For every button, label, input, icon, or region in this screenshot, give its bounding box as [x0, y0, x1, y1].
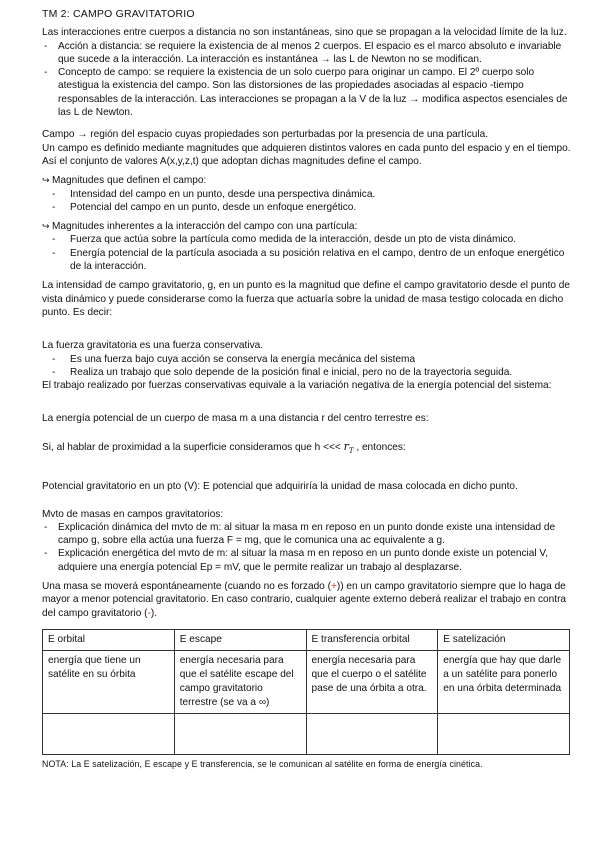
- table-cell: energía que hay que darle a un satélite para ponerlo en una órbita determinada: [438, 650, 570, 713]
- table-row-empty: [43, 713, 570, 754]
- minus-sign: -: [147, 607, 151, 619]
- intro-text: Las interacciones entre cuerpos a distancia no son instantáneas, sino que se propagan a la velocidad límite de la luz.: [42, 27, 567, 39]
- list-item: - Explicación dinámica del mvto de m: al situar la masa m en reposo en un punto donde existe una intensidad de campo g, sobre ella actúa una fuerza F = mg, que le comunica una ac equivalente a g.: [42, 521, 572, 548]
- espontaneo-paragraph: Una masa se moverá espontáneamente (cuando no es forzado (+)) en un campo gravitatorio siempre que lo haga de mayor a menor potencial gravitatorio. En caso contrario, cualquier agente externo deberá realizar el trabajo en contra del campo gravitatorio (-).: [42, 580, 567, 619]
- footnote: NOTA: La E satelización, E escape y E transferencia, se le comunican al satélite en forma de energía cinética.: [42, 758, 483, 769]
- list-item: - Concepto de campo: se requiere la existencia de un solo cuerpo para originar un campo. El 2º cuerpo solo atestigua la existencia del campo. Son las distorsiones de las propiedades asociadas al espacio -tiempo responsables de la interacción. Las interacciones se propagan a la V de la luz → modifica aspectos esenciales de las L de Newton.: [42, 66, 572, 119]
- potencial-paragraph: Potencial gravitatorio en un pto (V): E potencial que adquiriría la unidad de masa colocada en dicho punto.: [42, 481, 518, 493]
- campo-definition: Campo → región del espacio cuyas propiedades son perturbadas por la presencia de una partícula.: [42, 129, 489, 141]
- campo-description: Un campo es definido mediante magnitudes que adquieren distintos valores en cada punto del espacio y en el tiempo. Así el conjunto de valores A(x,y,z,t) que adoptan dichas magnitudes define el campo.: [42, 142, 571, 167]
- table-cell: energía necesaria para que el satélite escape del campo gravitatorio terrestre (se va a ∞): [174, 650, 306, 713]
- table-header-cell: E satelización: [438, 629, 570, 650]
- list-item: - Energía potencial de la partícula asociada a su posición relativa en el campo, dentro de un enfoque energético de la interacción.: [42, 247, 572, 274]
- magnitudes-definen-heading: [42, 174, 572, 187]
- magnitudes-definen-list: [42, 188, 572, 215]
- table-header-row: [43, 629, 570, 650]
- hook-arrow-icon: ↪: [42, 221, 50, 232]
- table-cell: [43, 713, 175, 754]
- intensidad-paragraph: La intensidad de campo gravitatorio, g, en un punto es la magnitud que define el campo gravitatorio desde el punto de vista dinámico y puede considerarse como la fuerza que actuaría sobre la unidad de masa testigo colocada en dicho punto. Es decir:: [42, 280, 571, 318]
- magnitudes-inherentes-list: [42, 233, 572, 273]
- table-cell: [306, 713, 438, 754]
- energia-potencial-paragraph: La energía potencial de un cuerpo de masa m a una distancia r del centro terrestre es:: [42, 413, 429, 425]
- r-terrestre-symbol: $r_T$: [343, 439, 354, 455]
- proximidad-paragraph: Si, al hablar de proximidad a la superficie consideramos que h <<< $r_T$ , entonces:: [42, 439, 406, 455]
- trabajo-paragraph: El trabajo realizado por fuerzas conservativas equivale a la variación negativa de la energía potencial del sistema:: [42, 380, 552, 392]
- table-cell: energía que tiene un satélite en su órbita: [43, 650, 175, 713]
- document-page: [42, 8, 572, 771]
- list-item: - Es una fuerza bajo cuya acción se conserva la energía mecánica del sistema: [42, 353, 572, 366]
- list-item: - Acción a distancia: se requiere la existencia de al menos 2 cuerpos. El espacio es el marco absoluto e invariable que sucede a la interacción. La interacción es instantánea → las L de Newton no se modifican.: [42, 40, 572, 67]
- table-header-cell: E orbital: [43, 629, 175, 650]
- list-item: - Intensidad del campo en un punto, desde una perspectiva dinámica.: [42, 188, 572, 201]
- page-title: TM 2: CAMPO GRAVITATORIO: [42, 8, 195, 20]
- magnitudes-inherentes-heading: [42, 220, 572, 233]
- table-header-cell: E escape: [174, 629, 306, 650]
- list-item: - Fuerza que actúa sobre la partícula como medida de la interacción, desde un pto de vista dinámico.: [42, 233, 572, 246]
- conservativa-heading: La fuerza gravitatoria es una fuerza conservativa.: [42, 340, 264, 352]
- list-item: - Potencial del campo en un punto, desde un enfoque energético.: [42, 201, 572, 214]
- plus-sign: +: [330, 580, 337, 592]
- heading-text: Magnitudes que definen el campo:: [52, 175, 207, 187]
- heading-text: Magnitudes inherentes a la interacción del campo con una partícula:: [52, 221, 358, 233]
- table-header-cell: E transferencia orbital: [306, 629, 438, 650]
- table-row: [43, 650, 570, 713]
- table-cell: [174, 713, 306, 754]
- mvto-heading: Mvto de masas en campos gravitatorios:: [42, 508, 224, 520]
- energies-table: [42, 629, 570, 755]
- list-item: - Explicación energética del mvto de m: al situar la masa m en reposo en un punto donde existe un potencial V, adquiere una energía potencial Ep = mV, que le permite realizar un trabajo al desplazarse.: [42, 547, 572, 574]
- mvto-list: [42, 521, 572, 574]
- list-item: - Realiza un trabajo que solo depende de la posición final e inicial, pero no de la trayectoria seguida.: [42, 366, 572, 379]
- hook-arrow-icon: ↪: [42, 175, 50, 186]
- table-cell: energía necesaria para que el cuerpo o el satélite pase de una órbita a otra.: [306, 650, 438, 713]
- conservativa-list: [42, 353, 572, 380]
- intro-list: [42, 40, 572, 120]
- table-cell: [438, 713, 570, 754]
